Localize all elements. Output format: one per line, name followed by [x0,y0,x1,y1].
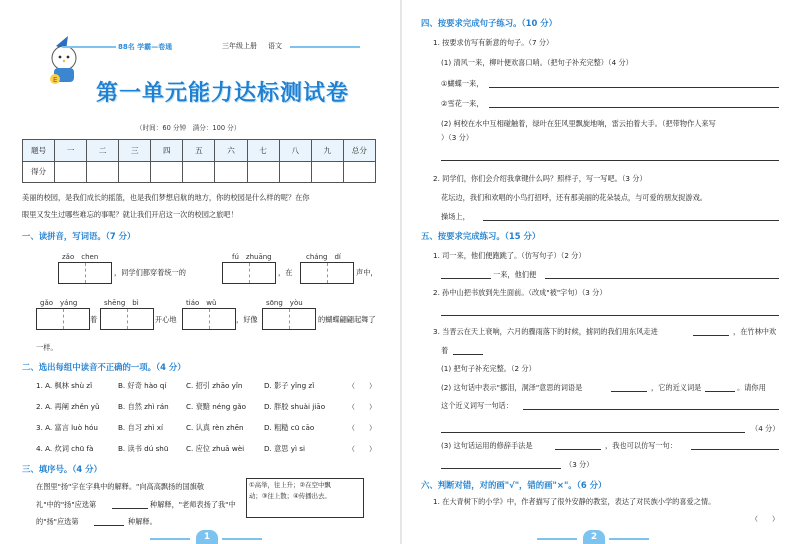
sec1-text-d: 着 [90,315,98,324]
sec2-q1-c: C. 招引 zhāo yǐn [186,381,243,390]
score-cell: 三 [119,140,151,162]
sec2-q3-d: D. 粗糙 cū cāo [264,423,315,432]
score-input[interactable] [87,161,119,183]
score-table [22,139,376,183]
answer-line[interactable] [545,278,779,279]
sec5-q3e2: ，它的近义词是 [651,383,702,392]
page-fold [400,0,402,544]
score-value-row [23,161,376,183]
sec4-q2: 2. 同学们，你们会介绍我拿键什么吗？照样子，写一写吧。（3 分） [433,174,647,183]
section-1-title: 一、读拼音，写词语。（7 分） [22,231,136,241]
right-page [405,0,800,544]
sec5-q3e3: 。请你用 [737,383,766,392]
sec2-q2-d: D. 胖胶 shuài jiāo [264,402,326,411]
answer-line[interactable] [691,449,779,450]
sec1-text-g: 的蝴蝶翩翩起舞了 [318,315,376,324]
sec4-q1a2: ②雪花一来， [441,99,484,108]
sec2-q2-a: 2. A. 再阐 zhěn yǔ [36,402,100,411]
sec2-q3-c: C. 认真 rèn zhēn [186,423,244,432]
writing-grid-3[interactable] [300,262,354,284]
sec6-q1: 1. 在大青树下的小学》中，作者描写了很外安静的教室，表达了对民族小学的喜爱之情。 [433,497,716,506]
sec5-q3d: (1) 把句子补充完整。（2 分） [441,364,536,373]
score-input[interactable] [215,161,247,183]
writing-grid-5[interactable] [100,308,154,330]
answer-blank[interactable] [611,391,647,392]
answer-blank[interactable] [693,335,729,336]
brand-text: 88名 学霸—卷通 [118,43,173,51]
sec5-q1: 1. 司一来，他们便跑跳了。（仿写句子）（2 分） [433,251,586,260]
sec2-q2-b: B. 自然 zhì rán [118,402,169,411]
intro-line-1: 美丽的校园，是我们成长的摇篮，也是我们梦想启航的地方，你的校园是什么样的呢？在你 [22,193,310,202]
sec3-line2b: 种解释，"老师表扬了我"中 [150,500,236,509]
score-cell: 二 [87,140,119,162]
pinyin-3: cháng dí [306,253,341,261]
sec5-q1a: 一来，他们便 [493,270,537,279]
sec5-q3b: ，在竹林中欢 [733,327,777,336]
answer-line[interactable] [523,409,779,410]
section-4-title: 四、按要求完成句子练习。（10 分） [421,18,557,28]
sec4-q2b: 操场上， [441,212,470,221]
sec5-q3f: 这个近义词写一句话： [441,401,513,410]
sec4-q1b: (2) 柯校在水中互相碰触着，绿叶在狂风里飘旋地响，雷云拍着大手。（把带物作人来写 [441,119,716,128]
sec2-q1-d: D. 影子 yǐng zǐ [264,381,315,390]
sec1-text-c: 声中， [356,268,378,277]
sec5-q3g: (3) 这句话运用的修辞手法是 [441,441,533,450]
grade-text: 三年级上册 [222,42,257,50]
score-cell: 一 [55,140,87,162]
writing-grid-2[interactable] [222,262,276,284]
definition-line-1: ①高举，往上升；②在空中飘 [249,481,331,489]
header-rule-left [62,46,116,48]
sec4-q1b2: ）（3 分） [441,133,474,142]
pinyin-6: tiáo wǔ [186,299,217,307]
answer-line[interactable] [441,468,561,469]
pinyin-5: shēng bì [104,299,139,307]
score-input[interactable] [119,161,151,183]
answer-line[interactable] [441,160,779,161]
score-input[interactable] [247,161,279,183]
answer-line[interactable] [489,87,779,88]
sec1-text-h: 一样。 [36,343,58,352]
answer-paren[interactable]: （ ） [348,424,376,432]
answer-line[interactable] [441,432,745,433]
score-cell: 八 [279,140,311,162]
section-2-title: 二、选出每组中读音不正确的一项。（4 分） [22,362,186,372]
sec1-text-a: ，同学们都穿着统一的 [114,268,186,277]
score-label: 得分 [23,161,55,183]
score-cell: 六 [215,140,247,162]
writing-grid-1[interactable] [58,262,112,284]
footer-rule-right [222,538,262,540]
time-score: （时间：60 分钟 满分：100 分） [136,124,241,132]
answer-paren[interactable]: （ ） [348,403,376,411]
footer-rule-left [150,538,190,540]
svg-text:E: E [53,76,58,84]
score-input[interactable] [183,161,215,183]
score-input[interactable] [279,161,311,183]
sec5-q3f2: （4 分） [751,424,780,433]
pinyin-1: zǎo chen [62,253,99,261]
sec4-q2a: 花坛边，我们和欢唱的小鸟打招呼，还有那美丽的花朵装点，与可爱的朋友捉游戏。 [441,193,707,202]
score-cell: 题号 [23,140,55,162]
score-input[interactable] [343,161,375,183]
sec2-q4-a: 4. A. 炊词 chū fà [36,444,94,453]
header-rule-right [290,46,360,48]
sec2-q3-b: B. 自习 zhì xí [118,423,164,432]
answer-blank[interactable] [94,525,124,526]
section-5-title: 五、按要求完成练习。（15 分） [421,231,541,241]
sec4-q1a: (1) 清风一来，柳叶便欢喜口哨。（把句子补充完整）（4 分） [441,58,633,67]
pinyin-7: sōng yòu [266,299,303,307]
sec2-q1-b: B. 好奇 hào qí [118,381,167,390]
answer-blank[interactable] [441,278,491,279]
sec3-line3: 的"扬"应选第 [36,517,79,526]
score-cell: 总分 [343,140,375,162]
score-cell: 九 [311,140,343,162]
score-cell: 四 [151,140,183,162]
score-header-row [23,140,376,162]
answer-line[interactable] [441,315,779,316]
pinyin-2: fú zhuāng [232,253,272,261]
sec5-q2: 2. 孙中山把书放到先生面前。（改成"被"字句）（3 分） [433,288,607,297]
sec1-text-b: ，在 [278,268,293,277]
sec2-q4-c: C. 应位 zhuā wèi [186,444,245,453]
sec2-q4-b: B. 读书 dú shū [118,444,169,453]
sec5-q3h: （3 分） [565,460,594,469]
pinyin-4: gǎo yáng [40,299,78,307]
sec4-q1a1: ①蝴蝶一来， [441,79,484,88]
answer-blank[interactable] [453,354,483,355]
sec2-q3-a: 3. A. 富言 luò hóu [36,423,98,432]
definition-line-2: 动；③往上散；④传播出去。 [249,492,331,500]
score-input[interactable] [311,161,343,183]
sec3-line1: 在图里"扬"字在字典中的解释。"向高高飘扬的国旗敬 [36,482,205,491]
score-input[interactable] [55,161,87,183]
writing-grid-6[interactable] [182,308,236,330]
writing-grid-4[interactable] [36,308,90,330]
section-3-title: 三、填序号。（4 分） [22,464,102,474]
answer-blank[interactable] [555,449,601,450]
sec3-line2: 礼"中的"扬"应选第 [36,500,97,509]
definition-box [246,478,364,518]
answer-line[interactable] [483,220,779,221]
answer-paren[interactable]: （ ） [751,515,779,523]
sec2-q2-c: C. 衰黯 néng gǎo [186,402,246,411]
sec5-q3g2: ，我也可以仿写一句： [605,441,677,450]
page-number-left: 1 [196,530,218,544]
page-title: 第一单元能力达标测试卷 [96,81,350,106]
footer-rule-left [537,538,577,540]
sec2-q4-d: D. 意思 yì si [264,444,306,453]
score-input[interactable] [151,161,183,183]
sec5-q3e: (2) 这句话中表示"挪泪，洞泽"意思的词语是 [441,383,583,392]
cat-mascot-icon [42,34,82,92]
answer-paren[interactable]: （ ） [348,382,376,390]
sec1-text-f: ，好像 [236,315,258,324]
sec5-q3c: 着 [441,346,449,355]
sec2-q1-a: 1. A. 枫林 shù zǐ [36,381,93,390]
sec5-q3: 3. 当晋云在天上衰响，六月的骤雨落下的时候，掳同的我们用东风走进 [433,327,658,336]
intro-line-2: 眼里又发生过哪些难忘的事呢？就让我们开启这一次的校园之旅吧！ [22,210,238,219]
sec3-line3b: 种解释。 [128,517,157,526]
answer-blank[interactable] [705,391,735,392]
sec1-text-e: 开心地 [155,315,177,324]
writing-grid-7[interactable] [262,308,316,330]
subject-text: 语文 [268,42,282,50]
footer-rule-right [609,538,649,540]
answer-line[interactable] [489,107,779,108]
score-cell: 五 [183,140,215,162]
sec4-q1: 1. 按要求仿写有新意的句子。（7 分） [433,38,554,47]
answer-paren[interactable]: （ ） [348,445,376,453]
section-6-title: 六、判断对错，对的画"√"，错的画"×"。（6 分） [421,480,607,490]
page-number-right: 2 [583,530,605,544]
score-cell: 七 [247,140,279,162]
answer-blank[interactable] [112,508,148,509]
